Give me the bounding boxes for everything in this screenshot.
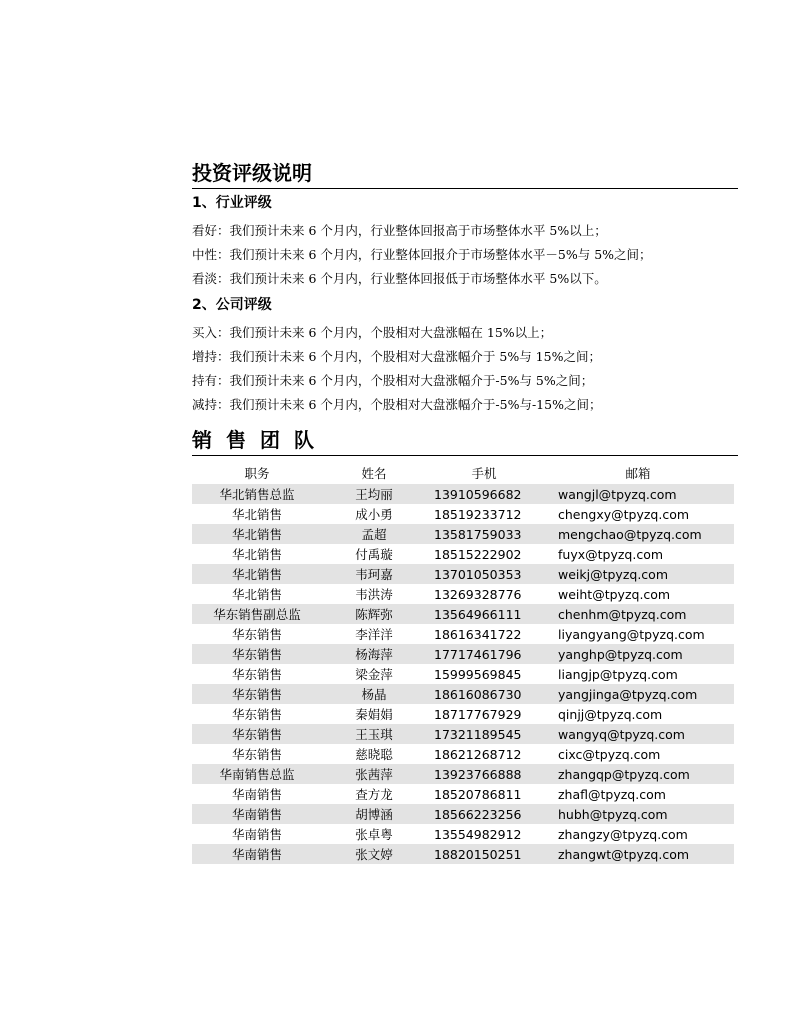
table-row: [192, 624, 734, 644]
company-rating-line: 减持：我们预计未来 6 个月内，个股相对大盘涨幅介于-5%与-15%之间；: [192, 397, 602, 412]
cell-name: 李洋洋: [355, 627, 393, 642]
cell-phone: 17321189545: [426, 724, 542, 744]
cell-email: liangjp@tpyzq.com: [558, 666, 678, 682]
cell-name: 王均丽: [322, 484, 426, 504]
cell-phone: 13923766888: [426, 764, 542, 784]
cell-phone: 18820150251: [426, 844, 542, 864]
cell-email: zhafl@tpyzq.com: [558, 786, 666, 802]
cell-role: 华北销售: [231, 587, 282, 602]
cell-role: 华北销售总监: [192, 484, 322, 504]
cell-phone: 18717767929: [434, 706, 522, 722]
cell-name: 付禹璇: [355, 547, 393, 562]
cell-email: cixc@tpyzq.com: [558, 746, 661, 762]
industry-rating-heading: 1、行业评级: [192, 195, 272, 211]
cell-name: 胡博涵: [322, 804, 426, 824]
cell-role: 华东销售: [192, 684, 322, 704]
cell-email: weiht@tpyzq.com: [558, 586, 671, 602]
cell-phone: 13564966111: [426, 604, 542, 624]
header-role: 职务: [244, 466, 270, 481]
cell-role: 华北销售: [231, 547, 282, 562]
table-row: [192, 644, 734, 664]
cell-role: 华南销售: [231, 787, 282, 802]
cell-phone: 18566223256: [426, 804, 542, 824]
cell-name: 张茜萍: [322, 764, 426, 784]
industry-rating-line: 看好：我们预计未来 6 个月内，行业整体回报高于市场整体水平 5%以上；: [192, 223, 607, 238]
cell-name: 杨晶: [322, 684, 426, 704]
cell-name: 杨海萍: [322, 644, 426, 664]
table-row: [192, 704, 734, 724]
cell-name: 孟超: [322, 524, 426, 544]
cell-role: 华东销售: [231, 627, 282, 642]
cell-email: qinjj@tpyzq.com: [558, 706, 663, 722]
cell-email: liyangyang@tpyzq.com: [558, 626, 705, 642]
cell-role: 华南销售: [192, 844, 322, 864]
header-name: 姓名: [361, 466, 387, 481]
cell-name: 张卓粤: [355, 827, 393, 842]
industry-rating-line: 看淡：我们预计未来 6 个月内，行业整体回报低于市场整体水平 5%以下。: [192, 271, 607, 286]
document-page: [192, 160, 738, 864]
table-row: [192, 784, 734, 804]
table-row: [192, 824, 734, 844]
cell-name: 张文婷: [322, 844, 426, 864]
cell-role: 华北销售: [192, 524, 322, 544]
table-row: [192, 664, 734, 684]
cell-name: 秦娟娟: [355, 707, 393, 722]
sales-team-table: [192, 462, 734, 864]
cell-email: chengxy@tpyzq.com: [558, 506, 690, 522]
table-row: [192, 764, 734, 784]
table-row: [192, 804, 734, 824]
header-phone: 手机: [471, 466, 497, 481]
table-row: [192, 544, 734, 564]
table-row: [192, 684, 734, 704]
cell-email: mengchao@tpyzq.com: [542, 524, 734, 544]
cell-name: 陈辉弥: [322, 604, 426, 624]
cell-phone: 13554982912: [434, 826, 522, 842]
cell-email: weikj@tpyzq.com: [542, 564, 734, 584]
cell-name: 梁金萍: [355, 667, 393, 682]
cell-name: 韦洪涛: [355, 587, 393, 602]
cell-role: 华北销售: [192, 564, 322, 584]
cell-email: fuyx@tpyzq.com: [558, 546, 664, 562]
cell-email: yangjinga@tpyzq.com: [542, 684, 734, 704]
cell-email: zhangwt@tpyzq.com: [542, 844, 734, 864]
company-rating-line: 增持：我们预计未来 6 个月内，个股相对大盘涨幅介于 5%与 15%之间；: [192, 349, 601, 364]
cell-phone: 15999569845: [434, 666, 522, 682]
cell-name: 查方龙: [355, 787, 393, 802]
header-email: 邮箱: [625, 466, 651, 481]
cell-name: 韦珂嘉: [322, 564, 426, 584]
cell-phone: 18621268712: [434, 746, 522, 762]
cell-role: 华东销售: [192, 724, 322, 744]
cell-role: 华东销售: [192, 644, 322, 664]
cell-phone: 18616086730: [426, 684, 542, 704]
cell-role: 华南销售: [231, 827, 282, 842]
cell-phone: 18616341722: [434, 626, 522, 642]
cell-role: 华东销售: [231, 707, 282, 722]
company-rating-line: 持有：我们预计未来 6 个月内，个股相对大盘涨幅介于-5%与 5%之间；: [192, 373, 594, 388]
table-row: [192, 744, 734, 764]
company-rating-heading: 2、公司评级: [192, 297, 272, 313]
table-header-row: [192, 462, 734, 484]
cell-phone: 18519233712: [434, 506, 522, 522]
cell-role: 华东销售: [231, 667, 282, 682]
table-row: [192, 504, 734, 524]
cell-role: 华南销售总监: [192, 764, 322, 784]
cell-role: 华东销售副总监: [192, 604, 322, 624]
table-row: [192, 844, 734, 864]
company-rating-line: 买入：我们预计未来 6 个月内，个股相对大盘涨幅在 15%以上；: [192, 325, 553, 340]
table-row: [192, 584, 734, 604]
cell-email: zhangzy@tpyzq.com: [558, 826, 688, 842]
cell-phone: 13581759033: [426, 524, 542, 544]
cell-phone: 13701050353: [426, 564, 542, 584]
cell-email: hubh@tpyzq.com: [542, 804, 734, 824]
cell-email: chenhm@tpyzq.com: [542, 604, 734, 624]
cell-phone: 17717461796: [426, 644, 542, 664]
cell-email: yanghp@tpyzq.com: [542, 644, 734, 664]
cell-phone: 13269328776: [434, 586, 522, 602]
cell-role: 华东销售: [231, 747, 282, 762]
table-row: [192, 724, 734, 744]
cell-phone: 18520786811: [434, 786, 522, 802]
cell-email: zhangqp@tpyzq.com: [542, 764, 734, 784]
table-row: [192, 604, 734, 624]
cell-role: 华南销售: [192, 804, 322, 824]
sales-section: [192, 427, 738, 864]
cell-name: 成小勇: [355, 507, 393, 522]
cell-name: 王玉琪: [322, 724, 426, 744]
table-row: [192, 524, 734, 544]
table-row: [192, 564, 734, 584]
cell-email: wangjl@tpyzq.com: [542, 484, 734, 504]
cell-phone: 13910596682: [426, 484, 542, 504]
industry-rating-line: 中性：我们预计未来 6 个月内，行业整体回报介于市场整体水平－5%与 5%之间；: [192, 247, 652, 262]
table-row: [192, 484, 734, 504]
sales-section-title: 销售团队: [192, 427, 738, 456]
cell-email: wangyq@tpyzq.com: [542, 724, 734, 744]
rating-section-title: 投资评级说明: [192, 160, 738, 189]
cell-name: 慈晓聪: [355, 747, 393, 762]
cell-role: 华北销售: [231, 507, 282, 522]
cell-phone: 18515222902: [434, 546, 522, 562]
